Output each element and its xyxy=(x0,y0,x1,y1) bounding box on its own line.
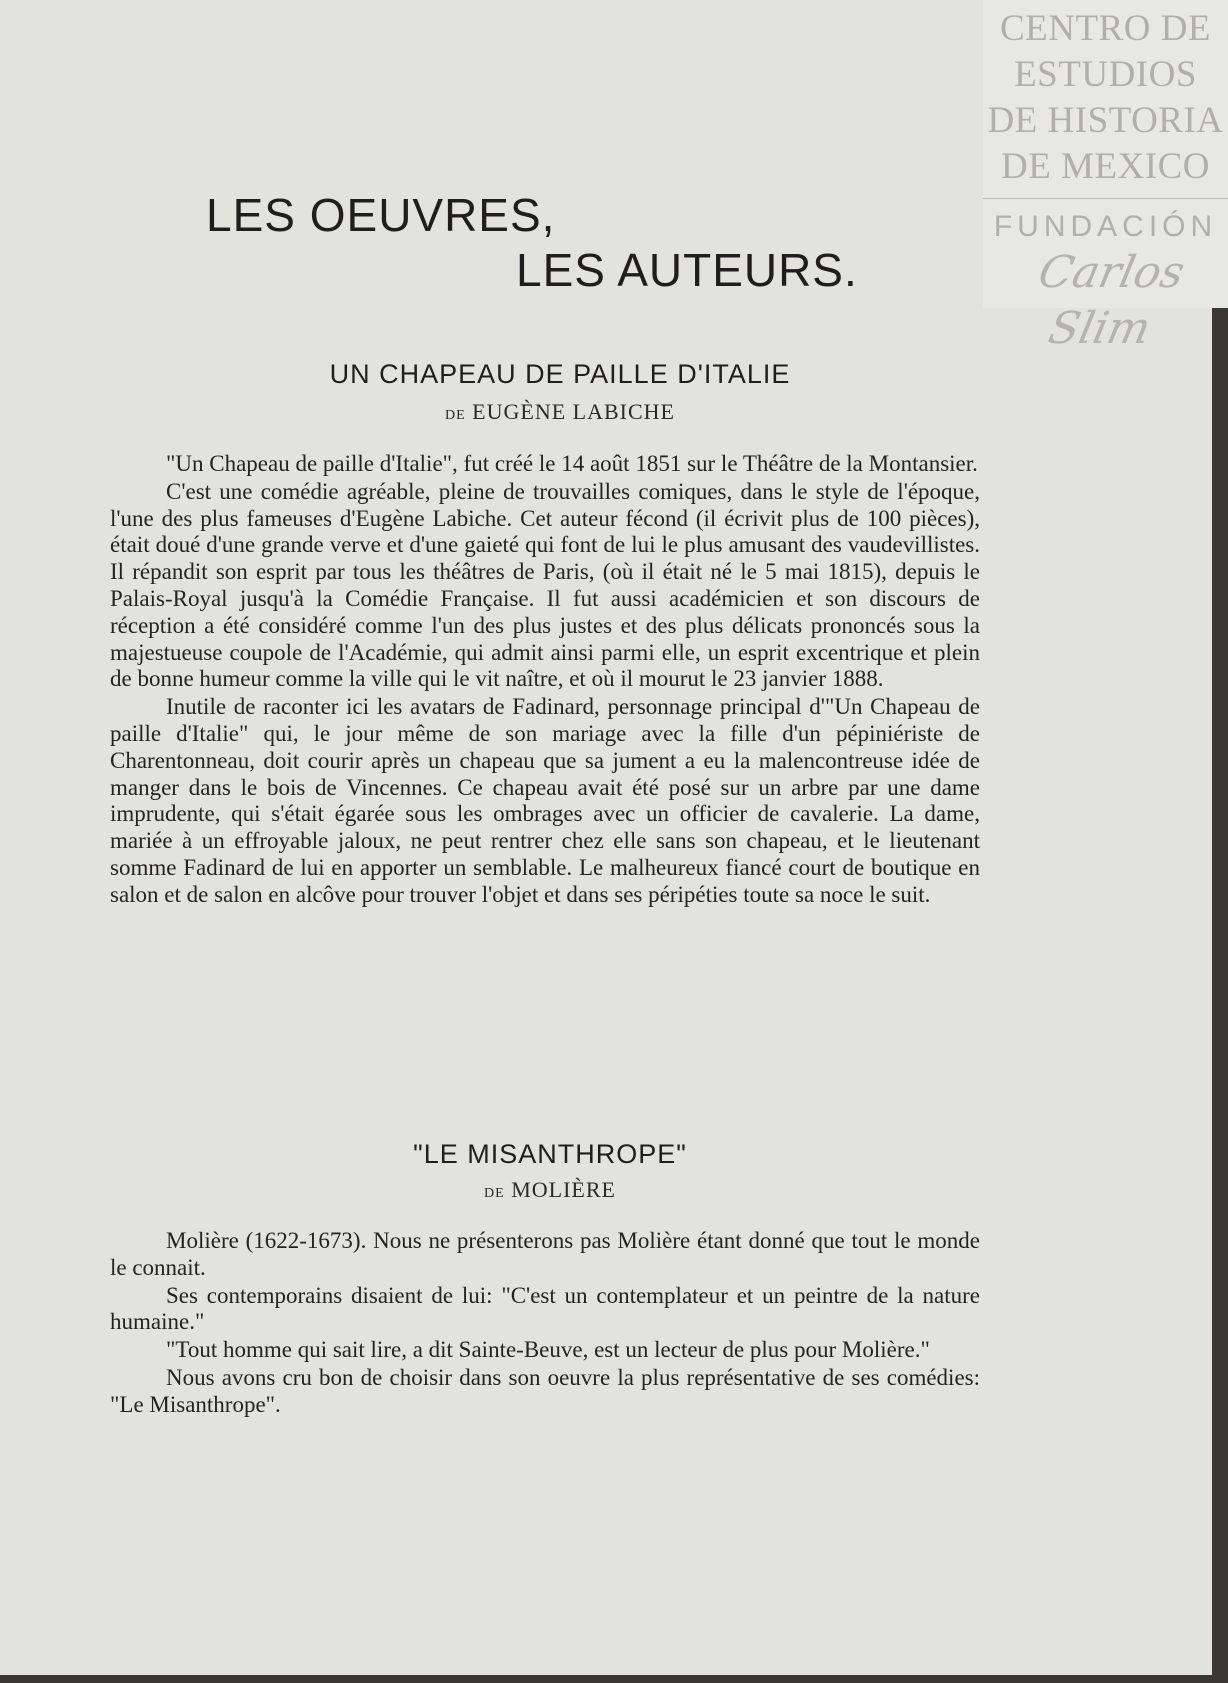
paragraph: Ses contemporains disaient de lui: "C'est un contemplateur et un peintre de la nature humaine." xyxy=(110,1282,980,1335)
page-title-line-2: LES AUTEURS. xyxy=(516,244,858,296)
author-prefix: DE xyxy=(445,408,466,423)
author-name: EUGÈNE LABICHE xyxy=(472,399,675,424)
section-body-chapeau xyxy=(110,451,980,910)
paragraph: "Un Chapeau de paille d'Italie", fut créé le 14 août 1851 sur le Théâtre de la Montansier. xyxy=(166,451,978,476)
paragraph: Inutile de raconter ici les avatars de Fadinard, personnage principal d'"Un Chapeau de paille d'Italie" qui, le jour même de son mariage avec la fille d'un pépiniériste de Charentonneau, doit courir après un chapeau que sa jument a eu la malencontreuse idée de manger dans le bois de Vincennes. Ce chapeau avait été posé sur un arbre par une dame imprudente, qui s'était égarée sous les ombrages avec un officier de cavalerie. La dame, mariée à un effroyable jaloux, ne peut rentrer chez elle sans son chapeau, et le lieutenant somme Fadinard de lui en apporter un semblable. Le malheureux fiancé court de boutique en salon et de salon en alcôve pour trouver l'objet et dans ses péripéties toute sa noce le suit. xyxy=(110,694,980,907)
page-title-line-1: LES OEUVRES, xyxy=(206,189,556,241)
watermark-signature: Carlos Slim xyxy=(1034,247,1190,354)
watermark-line: CENTRO DE xyxy=(999,8,1212,49)
author-name: MOLIÈRE xyxy=(511,1177,616,1202)
paragraph: Molière (1622-1673). Nous ne présenterons pas Molière étant donné que tout le monde le connait. xyxy=(110,1228,980,1280)
author-prefix: DE xyxy=(484,1186,505,1201)
section-author-moliere xyxy=(0,1177,1100,1203)
paragraph: C'est une comédie agréable, pleine de trouvailles comiques, dans le style de l'époque, l'une des plus fameuses d'Eugène Labiche. Cet auteur fécond (il écrivit plus de 100 pièces), était doué d'une grande verve et d'une gaieté qui font de lui le plus amusant des vaudevillistes. Il répandit son esprit par tous les théâtres de Paris, (où il était né le 5 mai 1815), depuis le Palais-Royal jusqu'à la Comédie Française. Il fut aussi académicien et son discours de réception a été considéré comme l'un des plus justes et des plus délicats prononcés sous la majestueuse coupole de l'Académie, qui admit ainsi parmi elle, un esprit excentrique et plein de bonne humeur comme la ville qui le vit naître, et où il mourut le 23 janvier 1888. xyxy=(110,478,980,692)
watermark-line: DE MEXICO xyxy=(1000,146,1210,187)
section-author-labiche xyxy=(10,399,1110,425)
paragraph: Nous avons cru bon de choisir dans son oeuvre la plus représentative de ses comédies: "Le Misanthrope". xyxy=(110,1364,980,1417)
section-title-chapeau: UN CHAPEAU DE PAILLE D'ITALIE xyxy=(329,359,791,389)
watermark-line: DE HISTORIA xyxy=(987,100,1224,141)
section-title-misanthrope: "LE MISANTHROPE" xyxy=(413,1139,687,1169)
watermark-foundation: FUNDACIÓN xyxy=(993,210,1218,243)
watermark-divider xyxy=(983,198,1228,199)
paragraph: "Tout homme qui sait lire, a dit Sainte-Beuve, est un lecteur de plus pour Molière." xyxy=(166,1337,930,1363)
watermark-stamp xyxy=(983,0,1228,354)
watermark-line: ESTUDIOS xyxy=(1014,54,1197,95)
section-body-misanthrope xyxy=(110,1228,980,1420)
